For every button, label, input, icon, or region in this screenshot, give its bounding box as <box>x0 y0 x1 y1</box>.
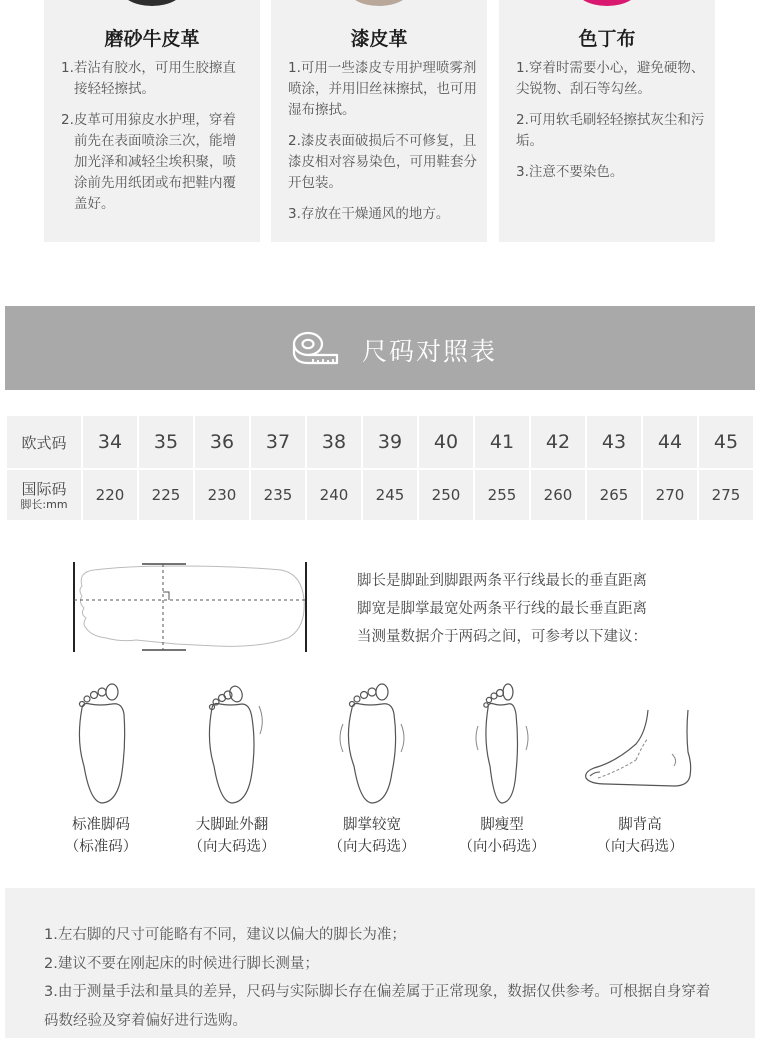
foot-type-name: 大脚趾外翻 <box>195 817 269 833</box>
foot-length-cell: 220 <box>83 468 137 520</box>
care-card-satin <box>499 0 715 242</box>
note-item: 3.由于测量手法和量具的差异，尺码与实际脚长存在偏差属于正常现象，数据仅供参考。可根据自身穿着码数经验及穿着偏好进行选购。 <box>44 984 711 1029</box>
card-title: 磨砂牛皮革 <box>104 28 200 50</box>
narrow-foot-icon <box>466 680 538 805</box>
sizing-notes <box>5 888 755 1038</box>
high-instep-foot-icon <box>576 680 700 805</box>
eu-size-cell: 39 <box>363 416 417 468</box>
foot-length-cell: 250 <box>419 468 473 520</box>
bunion-foot-icon <box>202 680 272 805</box>
foot-length-cell: 240 <box>307 468 361 520</box>
size-chart-title: 尺码对照表 <box>362 337 498 366</box>
foot-type-bunion <box>186 680 278 866</box>
card-body <box>288 58 480 235</box>
foot-length-cell: 230 <box>195 468 249 520</box>
care-item: 1.穿着时需要小心，避免硬物、尖锐物、刮石等勾丝。 <box>516 60 705 97</box>
size-table <box>5 416 755 520</box>
material-swatch <box>575 0 639 6</box>
foot-length-cell: 245 <box>363 468 417 520</box>
foot-length-row <box>7 468 753 520</box>
foot-type-name: 脚瘦型 <box>480 817 524 833</box>
eu-size-label: 欧式码 <box>7 416 81 468</box>
care-item: 1.若沾有胶水，可用生胶擦直接轻轻擦拭。 <box>61 60 236 97</box>
eu-size-cell: 37 <box>251 416 305 468</box>
explain-line: 当测量数据介于两码之间，可参考以下建议： <box>357 629 647 645</box>
eu-size-cell: 36 <box>195 416 249 468</box>
eu-size-cell: 43 <box>587 416 641 468</box>
eu-size-cell: 40 <box>419 416 473 468</box>
foot-type-wide <box>326 680 418 866</box>
foot-length-cell: 275 <box>699 468 753 520</box>
care-card-suede <box>44 0 260 242</box>
care-item: 2.皮革可用猄皮水护理，穿着前先在表面喷涂三次，能增加光泽和减轻尘埃积聚，喷涂前先用纸团或布把鞋内覆盖好。 <box>61 112 236 212</box>
eu-size-cell: 38 <box>307 416 361 468</box>
foot-type-tip: （标准码） <box>64 839 138 855</box>
eu-size-cell: 42 <box>531 416 585 468</box>
foot-length-cell: 225 <box>139 468 193 520</box>
foot-length-cell: 265 <box>587 468 641 520</box>
foot-type-tip: （向大码选） <box>188 839 276 855</box>
foot-type-high-instep <box>584 680 696 866</box>
foot-type-tip: （向大码选） <box>328 839 416 855</box>
eu-size-cell: 41 <box>475 416 529 468</box>
eu-size-cell: 34 <box>83 416 137 468</box>
foot-type-name: 标准脚码 <box>72 817 130 833</box>
foot-length-cell: 235 <box>251 468 305 520</box>
material-swatch <box>347 0 411 6</box>
care-card-patent <box>271 0 487 242</box>
explain-line: 脚长是脚趾到脚跟两条平行线最长的垂直距离 <box>357 573 647 589</box>
card-body <box>516 58 708 193</box>
eu-size-cell: 35 <box>139 416 193 468</box>
wide-foot-icon <box>334 680 410 805</box>
care-item: 3.存放在干燥通风的地方。 <box>288 206 450 222</box>
care-item: 2.漆皮表面破损后不可修复，且漆皮相对容易染色，可用鞋套分开包装。 <box>288 133 477 191</box>
material-swatch <box>120 0 184 6</box>
foot-type-name: 脚背高 <box>618 817 662 833</box>
foot-type-tip: （向小码选） <box>458 839 546 855</box>
foot-type-narrow <box>456 680 548 866</box>
card-title: 色丁布 <box>578 28 636 50</box>
care-item: 1.可用一些漆皮专用护理喷雾剂喷涂，并用旧丝袜擦拭，也可用湿布擦拭。 <box>288 60 477 118</box>
foot-length-cell: 270 <box>643 468 697 520</box>
explain-line: 脚宽是脚掌最宽处两条平行线的最长垂直距离 <box>357 601 647 617</box>
note-item: 2.建议不要在刚起床的时候进行脚长测量； <box>44 955 319 972</box>
foot-type-tip: （向大码选） <box>596 839 684 855</box>
foot-length-unit: 脚长:mm <box>20 497 68 511</box>
foot-type-name: 脚掌较宽 <box>343 817 401 833</box>
foot-length-cell: 255 <box>475 468 529 520</box>
care-item: 2.可用软毛刷轻轻擦拭灰尘和污垢。 <box>516 112 705 149</box>
intl-size-label <box>7 468 81 520</box>
note-item: 1.左右脚的尺寸可能略有不同，建议以偏大的脚长为准； <box>44 927 406 943</box>
foot-measure-diagram <box>66 558 312 658</box>
notes-list <box>44 921 724 1035</box>
eu-size-cell: 45 <box>699 416 753 468</box>
eu-size-row <box>7 416 753 468</box>
foot-type-standard <box>56 680 146 866</box>
card-body <box>61 58 249 225</box>
care-item: 3.注意不要染色。 <box>516 164 624 180</box>
tape-measure-icon <box>291 330 339 366</box>
card-title: 漆皮革 <box>350 28 408 50</box>
size-chart-banner <box>5 306 755 390</box>
eu-size-cell: 44 <box>643 416 697 468</box>
intl-size-title: 国际码 <box>21 479 67 498</box>
foot-length-cell: 260 <box>531 468 585 520</box>
standard-foot-icon <box>72 680 132 805</box>
measure-explanation <box>357 567 647 651</box>
